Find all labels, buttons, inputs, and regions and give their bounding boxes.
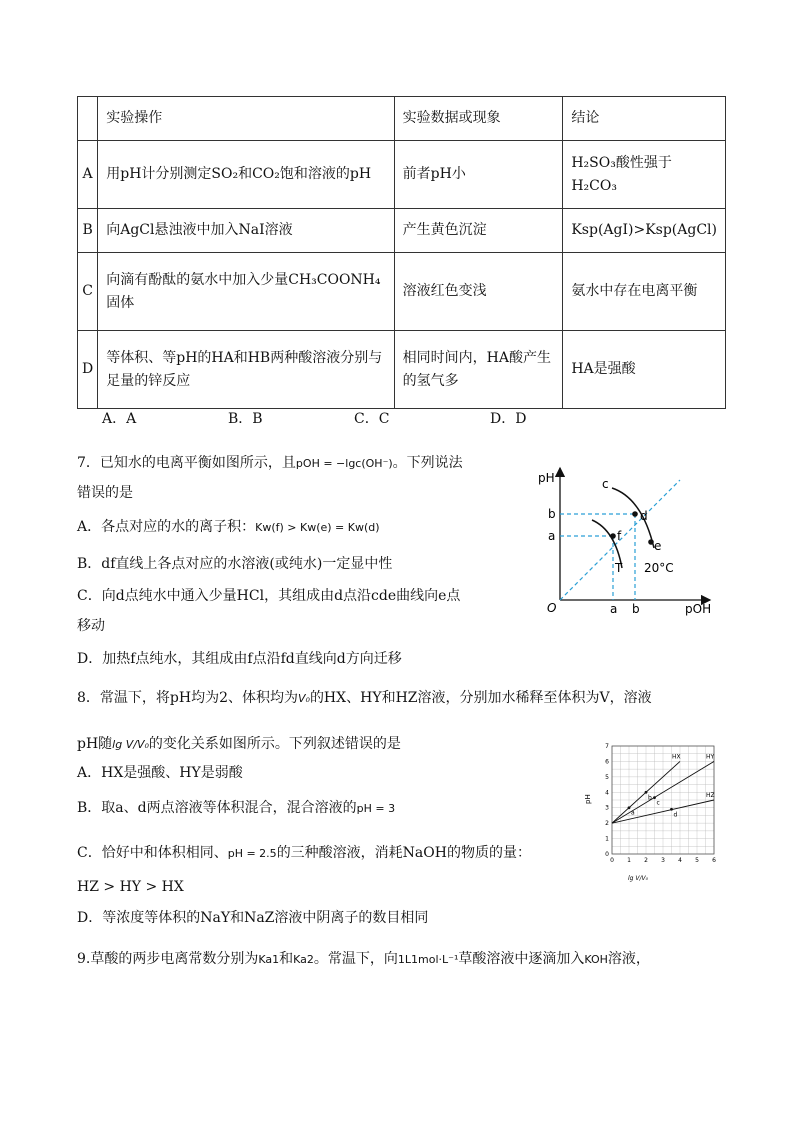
q9-stem-text: 草酸溶液中逐滴加入: [458, 951, 585, 967]
q9-stem-text: 9.草酸的两步电离常数分别为: [77, 951, 259, 967]
y-tick-label: 7: [605, 743, 609, 750]
data-point-label-b: b: [648, 794, 652, 802]
y-tick-label: 3: [605, 804, 609, 812]
q8-option-b-formula: pH = 3: [356, 802, 396, 815]
point-label-e: e: [654, 539, 662, 553]
q8-stem-text: 的变化关系如图所示。下列叙述错误的是: [148, 736, 401, 752]
q7-option-c[interactable]: C．向d点纯水中通入少量HCl，其组成由d点沿cde曲线向e点: [77, 588, 461, 604]
q8-option-c-text: 的三种酸溶液，消耗NaOH的物质的量：: [276, 845, 531, 861]
point-label-c: c: [602, 477, 609, 491]
q9-ka1: Ka1: [258, 953, 280, 966]
q7-option-b[interactable]: B．df直线上各点对应的水溶液(或纯水)一定显中性: [77, 556, 393, 572]
y-tick-label: 1: [605, 835, 609, 843]
y-tick-b: b: [548, 507, 556, 521]
y-tick-label: 5: [605, 773, 609, 781]
x-axis-label: pOH: [685, 602, 712, 616]
chart-y-label: pH: [584, 794, 592, 804]
q7-stem-text: 。下列说法: [392, 455, 463, 471]
x-tick-label: 4: [678, 857, 682, 864]
data-point-c: [653, 796, 656, 799]
q9-ka2: Ka2: [293, 953, 314, 966]
row-label: B: [78, 209, 98, 253]
q9-stem-text: 溶液，: [607, 951, 650, 967]
origin-label: O: [547, 601, 557, 615]
row-label: D: [78, 331, 98, 409]
series-label-hy: HY: [706, 753, 715, 761]
q8-stem-text: 的HX、HY和HZ溶液，分别加水稀释至体积为V，溶液: [309, 690, 652, 706]
table-header-row: [78, 97, 726, 141]
chart-x-label: lg V/V₀: [628, 875, 649, 882]
x-tick-label: 6: [712, 857, 716, 864]
q6-option-d[interactable]: D．D: [490, 411, 527, 427]
table-header-cell: 实验数据或现象: [394, 97, 563, 141]
data-point-a: [628, 806, 631, 809]
q9-koh: KOH: [584, 953, 608, 966]
y-tick-labels: [605, 743, 609, 858]
q8-option-d[interactable]: D．等浓度等体积的NaY和NaZ溶液中阴离子的数目相同: [77, 910, 429, 926]
q8-option-c-answer: HZ > HY > HX: [77, 879, 184, 895]
q7-option-a[interactable]: [77, 516, 380, 539]
x-tick-label: 5: [695, 857, 699, 864]
series-label-hz: HZ: [706, 792, 715, 799]
dilution-chart: [578, 734, 728, 884]
row-conclusion: HA是强酸: [563, 331, 726, 409]
table-row: [78, 253, 726, 331]
x-tick-label: 0: [610, 857, 614, 864]
series-label-hx: HX: [672, 753, 681, 761]
q8-formula: lg V/V₀: [112, 738, 149, 751]
point-d: [632, 511, 638, 517]
row-label: A: [78, 141, 98, 209]
q6-option-b[interactable]: B．B: [228, 411, 263, 427]
y-tick-label: 2: [605, 820, 609, 828]
series-layer: [612, 753, 715, 823]
row-label: C: [78, 253, 98, 331]
row-observation: 前者pH小: [394, 141, 563, 209]
x-tick-a: a: [610, 602, 618, 616]
q8-stem-text: pH随: [77, 736, 113, 752]
q8-option-c-text: C．恰好中和体积相同、: [77, 845, 228, 861]
temperature-label: 20°C: [644, 561, 674, 575]
q7-option-a-formula: Kw(f) > Kw(e) = Kw(d): [255, 521, 380, 534]
row-operation: 用pH计分别测定SO₂和CO₂饱和溶液的pH: [98, 141, 394, 209]
x-tick-label: 1: [627, 857, 631, 864]
q7-stem-line2: 错误的是: [77, 485, 133, 501]
point-e: [648, 539, 654, 545]
x-tick-label: 2: [644, 857, 648, 864]
q7-stem-text: 7．已知水的电离平衡如图所示，且: [77, 455, 296, 471]
q8-option-a[interactable]: A．HX是强酸、HY是弱酸: [77, 765, 243, 781]
q9-stem-text: 和: [279, 951, 294, 967]
data-point-b: [645, 791, 648, 794]
q6-option-c[interactable]: C．C: [354, 411, 390, 427]
q8-v0: V₀: [298, 692, 310, 705]
q7-formula: pOH = −lgc(OH⁻): [295, 457, 393, 470]
q9-stem: [77, 948, 650, 971]
row-operation: 向滴有酚酞的氨水中加入少量CH₃COONH₄固体: [98, 253, 394, 331]
table-row: [78, 141, 726, 209]
q8-stem-text: 8．常温下，将pH均为2、体积均为: [77, 690, 298, 706]
x-tick-b: b: [632, 602, 640, 616]
row-observation: 相同时间内，HA酸产生的氢气多: [394, 331, 563, 409]
q8-stem-line2: [77, 733, 401, 756]
x-tick-labels: [610, 857, 716, 864]
y-tick-label: 0: [605, 851, 609, 858]
q9-stem-text: 。常温下，向: [313, 951, 398, 967]
data-point-label-d: d: [673, 811, 678, 819]
x-tick-label: 3: [661, 857, 665, 864]
q7-option-a-text: A．各点对应的水的离子积：: [77, 519, 256, 535]
q8-stem: [77, 687, 652, 710]
row-observation: 产生黄色沉淀: [394, 209, 563, 253]
experiment-table: [77, 96, 726, 409]
row-operation: 向AgCl悬浊液中加入NaI溶液: [98, 209, 394, 253]
data-point-d: [670, 808, 673, 811]
row-conclusion: Ksp(AgI)>Ksp(AgCl): [563, 209, 726, 253]
y-tick-label: 4: [605, 789, 609, 797]
q7-stem: [77, 452, 463, 475]
point-f: [610, 533, 616, 539]
table-row: [78, 209, 726, 253]
data-point-label-a: a: [631, 809, 635, 817]
water-ionization-graph: [530, 458, 720, 618]
y-axis-label: pH: [538, 471, 555, 485]
q8-option-b-text: B．取a、d两点溶液等体积混合，混合溶液的: [77, 800, 357, 816]
row-conclusion: H₂SO₃酸性强于H₂CO₃: [563, 141, 726, 209]
q7-option-d[interactable]: D．加热f点纯水，其组成由f点沿fd直线向d方向迁移: [77, 651, 402, 667]
point-label-d: d: [640, 509, 648, 523]
chart-grid: [612, 746, 714, 854]
table-header-cell: 实验操作: [98, 97, 394, 141]
q8-option-b[interactable]: [77, 797, 395, 820]
row-operation: 等体积、等pH的HA和HB两种酸溶液分别与足量的锌反应: [98, 331, 394, 409]
point-label-f: f: [617, 529, 622, 543]
q6-option-a[interactable]: A．A: [102, 411, 137, 427]
q7-option-c-cont: 移动: [77, 618, 105, 634]
q9-concentration: 1L1mol·L⁻¹: [397, 953, 459, 966]
table-header-cell: [78, 97, 98, 141]
y-tick-a: a: [548, 529, 556, 543]
row-observation: 溶液红色变浅: [394, 253, 563, 331]
table-row: [78, 331, 726, 409]
q8-option-c[interactable]: [77, 842, 531, 865]
q8-option-c-formula: pH = 2.5: [227, 847, 277, 860]
row-conclusion: 氨水中存在电离平衡: [563, 253, 726, 331]
data-point-label-c: c: [656, 799, 660, 807]
point-label-T: T: [615, 561, 623, 575]
y-tick-label: 6: [605, 758, 609, 766]
table-header-cell: 结论: [563, 97, 726, 141]
